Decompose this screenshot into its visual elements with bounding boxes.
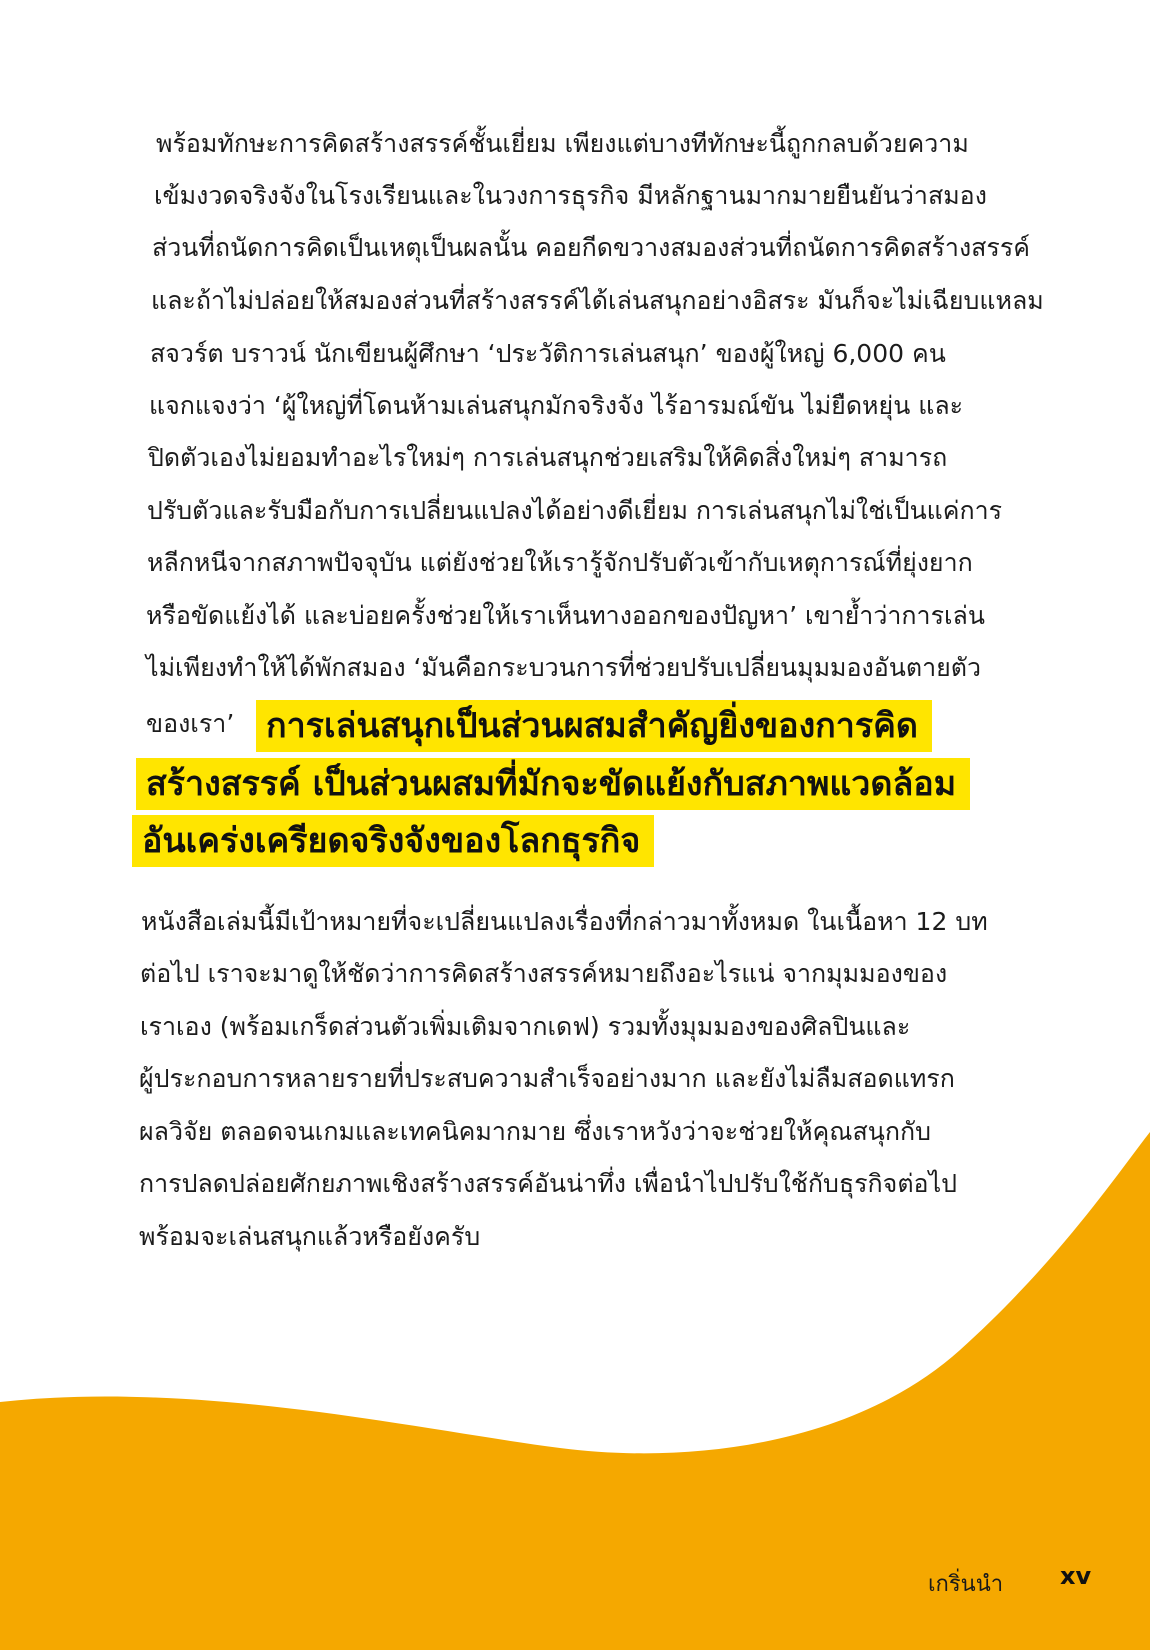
text-line: ผู้ประกอบการหลายรายที่ประสบความสำเร็จอย่างมาก และยังไม่ลืมสอดแทรก xyxy=(139,1064,955,1093)
text-line: หนังสือเล่มนี้มีเป้าหมายที่จะเปลี่ยนแปลงเรื่องที่กล่าวมาทั้งหมด ในเนื้อหา 12 บท xyxy=(141,907,988,936)
page-number: xv xyxy=(1060,1562,1092,1590)
text-line: ปิดตัวเองไม่ยอมทำอะไรใหม่ๆ การเล่นสนุกช่วยเสริมให้คิดสิ่งใหม่ๆ สามารถ xyxy=(148,443,948,472)
highlight-line: อันเคร่งเครียดจริงจังของโลกธุรกิจ xyxy=(132,815,654,867)
text-line: พร้อมทักษะการคิดสร้างสรรค์ชั้นเยี่ยม เพียงแต่บางทีทักษะนี้ถูกกลบด้วยความ xyxy=(156,129,969,158)
text-line: หลีกหนีจากสภาพปัจจุบัน แต่ยังช่วยให้เรารู้จักปรับตัวเข้ากับเหตุการณ์ที่ยุ่งยาก xyxy=(147,548,973,577)
highlight-line: การเล่นสนุกเป็นส่วนผสมสำคัญยิ่งของการคิด xyxy=(256,700,932,752)
chapter-label: เกริ่นนำ xyxy=(928,1572,1004,1597)
text-line: ต่อไป เราจะมาดูให้ชัดว่าการคิดสร้างสรรค์หมายถึงอะไรแน่ จากมุมมองของ xyxy=(140,959,948,988)
text-line: การปลดปล่อยศักยภาพเชิงสร้างสรรค์อันน่าทึ่ง เพื่อนำไปปรับใช้กับธุรกิจต่อไป xyxy=(139,1169,958,1198)
text-line: พร้อมจะเล่นสนุกแล้วหรือยังครับ xyxy=(139,1222,481,1251)
text-line: สจวร์ต บราวน์ นักเขียนผู้ศึกษา ‘ประวัติการเล่นสนุก’ ของผู้ใหญ่ 6,000 คน xyxy=(150,339,946,368)
text-line: และถ้าไม่ปล่อยให้สมองส่วนที่สร้างสรรค์ได้เล่นสนุกอย่างอิสระ มันก็จะไม่เฉียบแหลม xyxy=(151,286,1044,315)
text-line: ไม่เพียงทำให้ได้พักสมอง ‘มันคือกระบวนการที่ช่วยปรับเปลี่ยนมุมมองอันตายตัว xyxy=(146,653,982,682)
lead-in-text: ของเรา’ xyxy=(146,709,235,738)
text-line: ปรับตัวและรับมือกับการเปลี่ยนแปลงได้อย่างดีเยี่ยม การเล่นสนุกไม่ใช่เป็นแค่การ xyxy=(147,496,1003,525)
highlight-line: สร้างสรรค์ เป็นส่วนผสมที่มักจะขัดแย้งกับสภาพแวดล้อม xyxy=(136,758,970,810)
text-line: หรือขัดแย้งได้ และบ่อยครั้งช่วยให้เราเห็นทางออกของปัญหา’ เขาย้ำว่าการเล่น xyxy=(146,601,985,630)
text-line: ส่วนที่ถนัดการคิดเป็นเหตุเป็นผลนั้น คอยกีดขวางสมองส่วนที่ถนัดการคิดสร้างสรรค์ xyxy=(152,233,1031,262)
text-line: เราเอง (พร้อมเกร็ดส่วนตัวเพิ่มเติมจากเดฟ) รวมทั้งมุมมองของศิลปินและ xyxy=(140,1012,911,1041)
text-line: เข้มงวดจริงจังในโรงเรียนและในวงการธุรกิจ มีหลักฐานมากมายยืนยันว่าสมอง xyxy=(154,181,987,210)
text-line: ผลวิจัย ตลอดจนเกมและเทคนิคมากมาย ซึ่งเราหวังว่าจะช่วยให้คุณสนุกกับ xyxy=(139,1117,931,1146)
text-line: แจกแจงว่า ‘ผู้ใหญ่ที่โดนห้ามเล่นสนุกมักจริงจัง ไร้อารมณ์ขัน ไม่ยืดหยุ่น และ xyxy=(149,391,964,420)
